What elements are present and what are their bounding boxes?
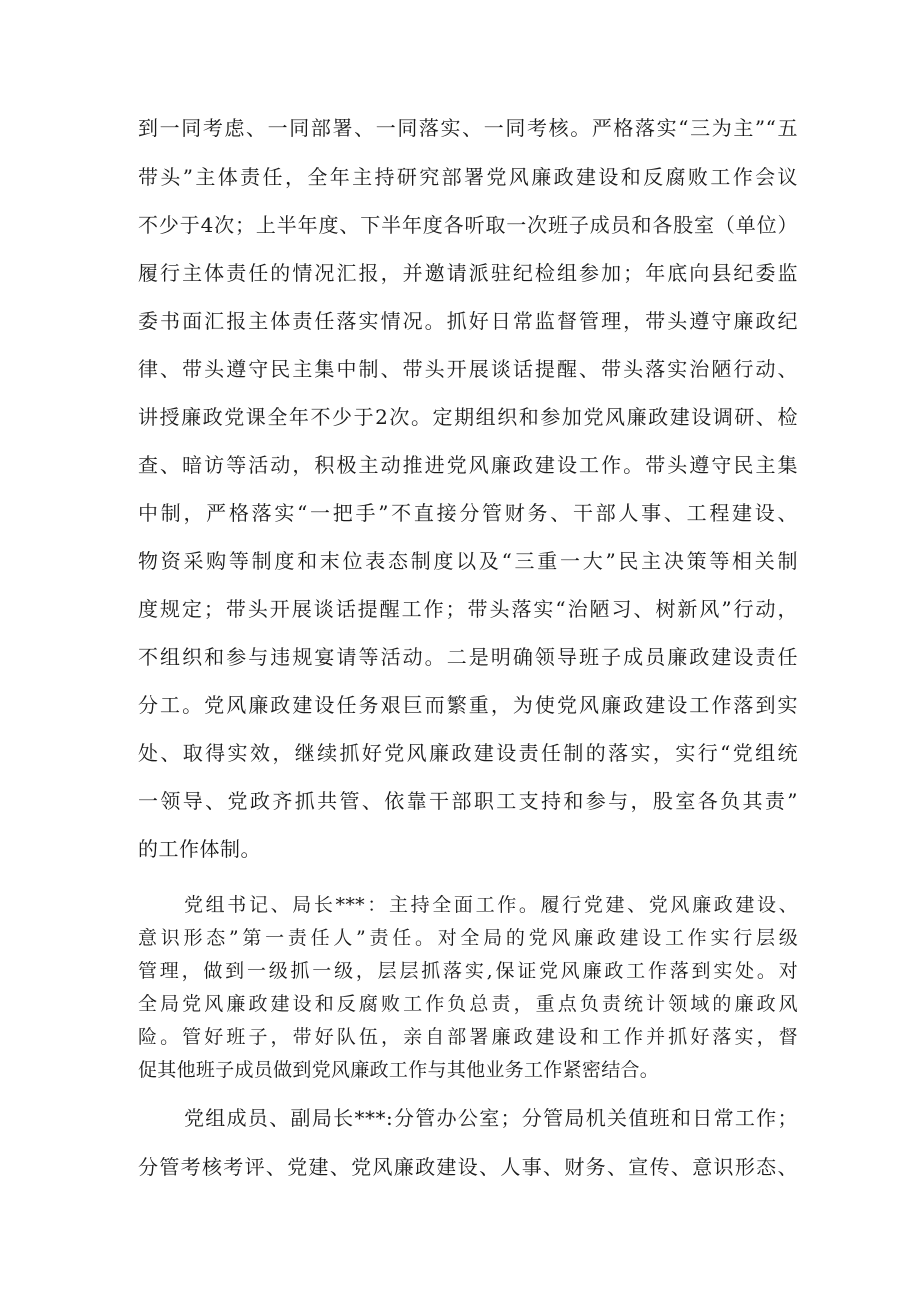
paragraph-line: 管理，做到一级抓一级，层层抓落实,保证党风廉政工作落到实处。对 [138,960,798,982]
paragraph-line: 意识形态”第一责任人”责任。对全局的党风廉政建设工作实行层级 [138,927,798,949]
paragraph-line: 全局党风廉政建设和反腐败工作负总责，重点负责统计领域的廉政风 [138,993,798,1015]
paragraph-line: 查、暗访等活动，积极主动推进党风廉政建设工作。带头遵守民主集 [138,453,798,477]
paragraph-line: 处、取得实效，继续抓好党风廉政建设责任制的落实，实行“党组统 [138,741,798,765]
paragraph-line: 度规定；带头开展谈话提醒工作；带头落实“治陋习、树新风”行动， [138,597,798,621]
paragraph-line: 党组书记、局长***：主持全面工作。履行党建、党风廉政建设、 [184,894,798,916]
paragraph-line: 一领导、党政齐抓共管、依靠干部职工支持和参与，股室各负其责” [138,789,798,813]
paragraph-line: 物资采购等制度和末位表态制度以及“三重一大”民主决策等相关制 [138,549,798,573]
paragraph-line: 委书面汇报主体责任落实情况。抓好日常监督管理，带头遵守廉政纪 [138,309,798,333]
paragraph-line: 不组织和参与违规宴请等活动。二是明确领导班子成员廉政建设责任 [138,645,798,669]
paragraph-line: 促其他班子成员做到党风廉政工作与其他业务工作紧密结合。 [138,1059,660,1081]
paragraph-line: 讲授廉政党课全年不少于2次。定期组织和参加党风廉政建设调研、检 [138,405,798,429]
paragraph-line: 履行主体责任的情况汇报，并邀请派驻纪检组参加；年底向县纪委监 [138,261,798,285]
paragraph-line: 险。管好班子，带好队伍，亲自部署廉政建设和工作并抓好落实，督 [138,1026,798,1048]
paragraph-line: 的工作体制。 [138,837,261,861]
paragraph-line: 党组成员、副局长***:分管办公室；分管局机关值班和日常工作； [184,1106,798,1130]
paragraph-line: 不少于4次；上半年度、下半年度各听取一次班子成员和各股室（单位） [138,213,798,237]
paragraph-line: 分工。党风廉政建设任务艰巨而繁重，为使党风廉政建设工作落到实 [138,693,798,717]
paragraph-line: 到一同考虑、一同部署、一同落实、一同考核。严格落实“三为主”“五 [138,116,798,140]
paragraph-line: 律、带头遵守民主集中制、带头开展谈话提醒、带头落实治陋行动、 [138,357,798,381]
paragraph-line: 中制，严格落实“一把手”不直接分管财务、干部人事、工程建设、 [138,501,798,525]
paragraph-line: 带头”主体责任，全年主持研究部署党风廉政建设和反腐败工作会议 [138,165,798,189]
paragraph-line: 分管考核考评、党建、党风廉政建设、人事、财务、宣传、意识形态、 [138,1155,798,1179]
